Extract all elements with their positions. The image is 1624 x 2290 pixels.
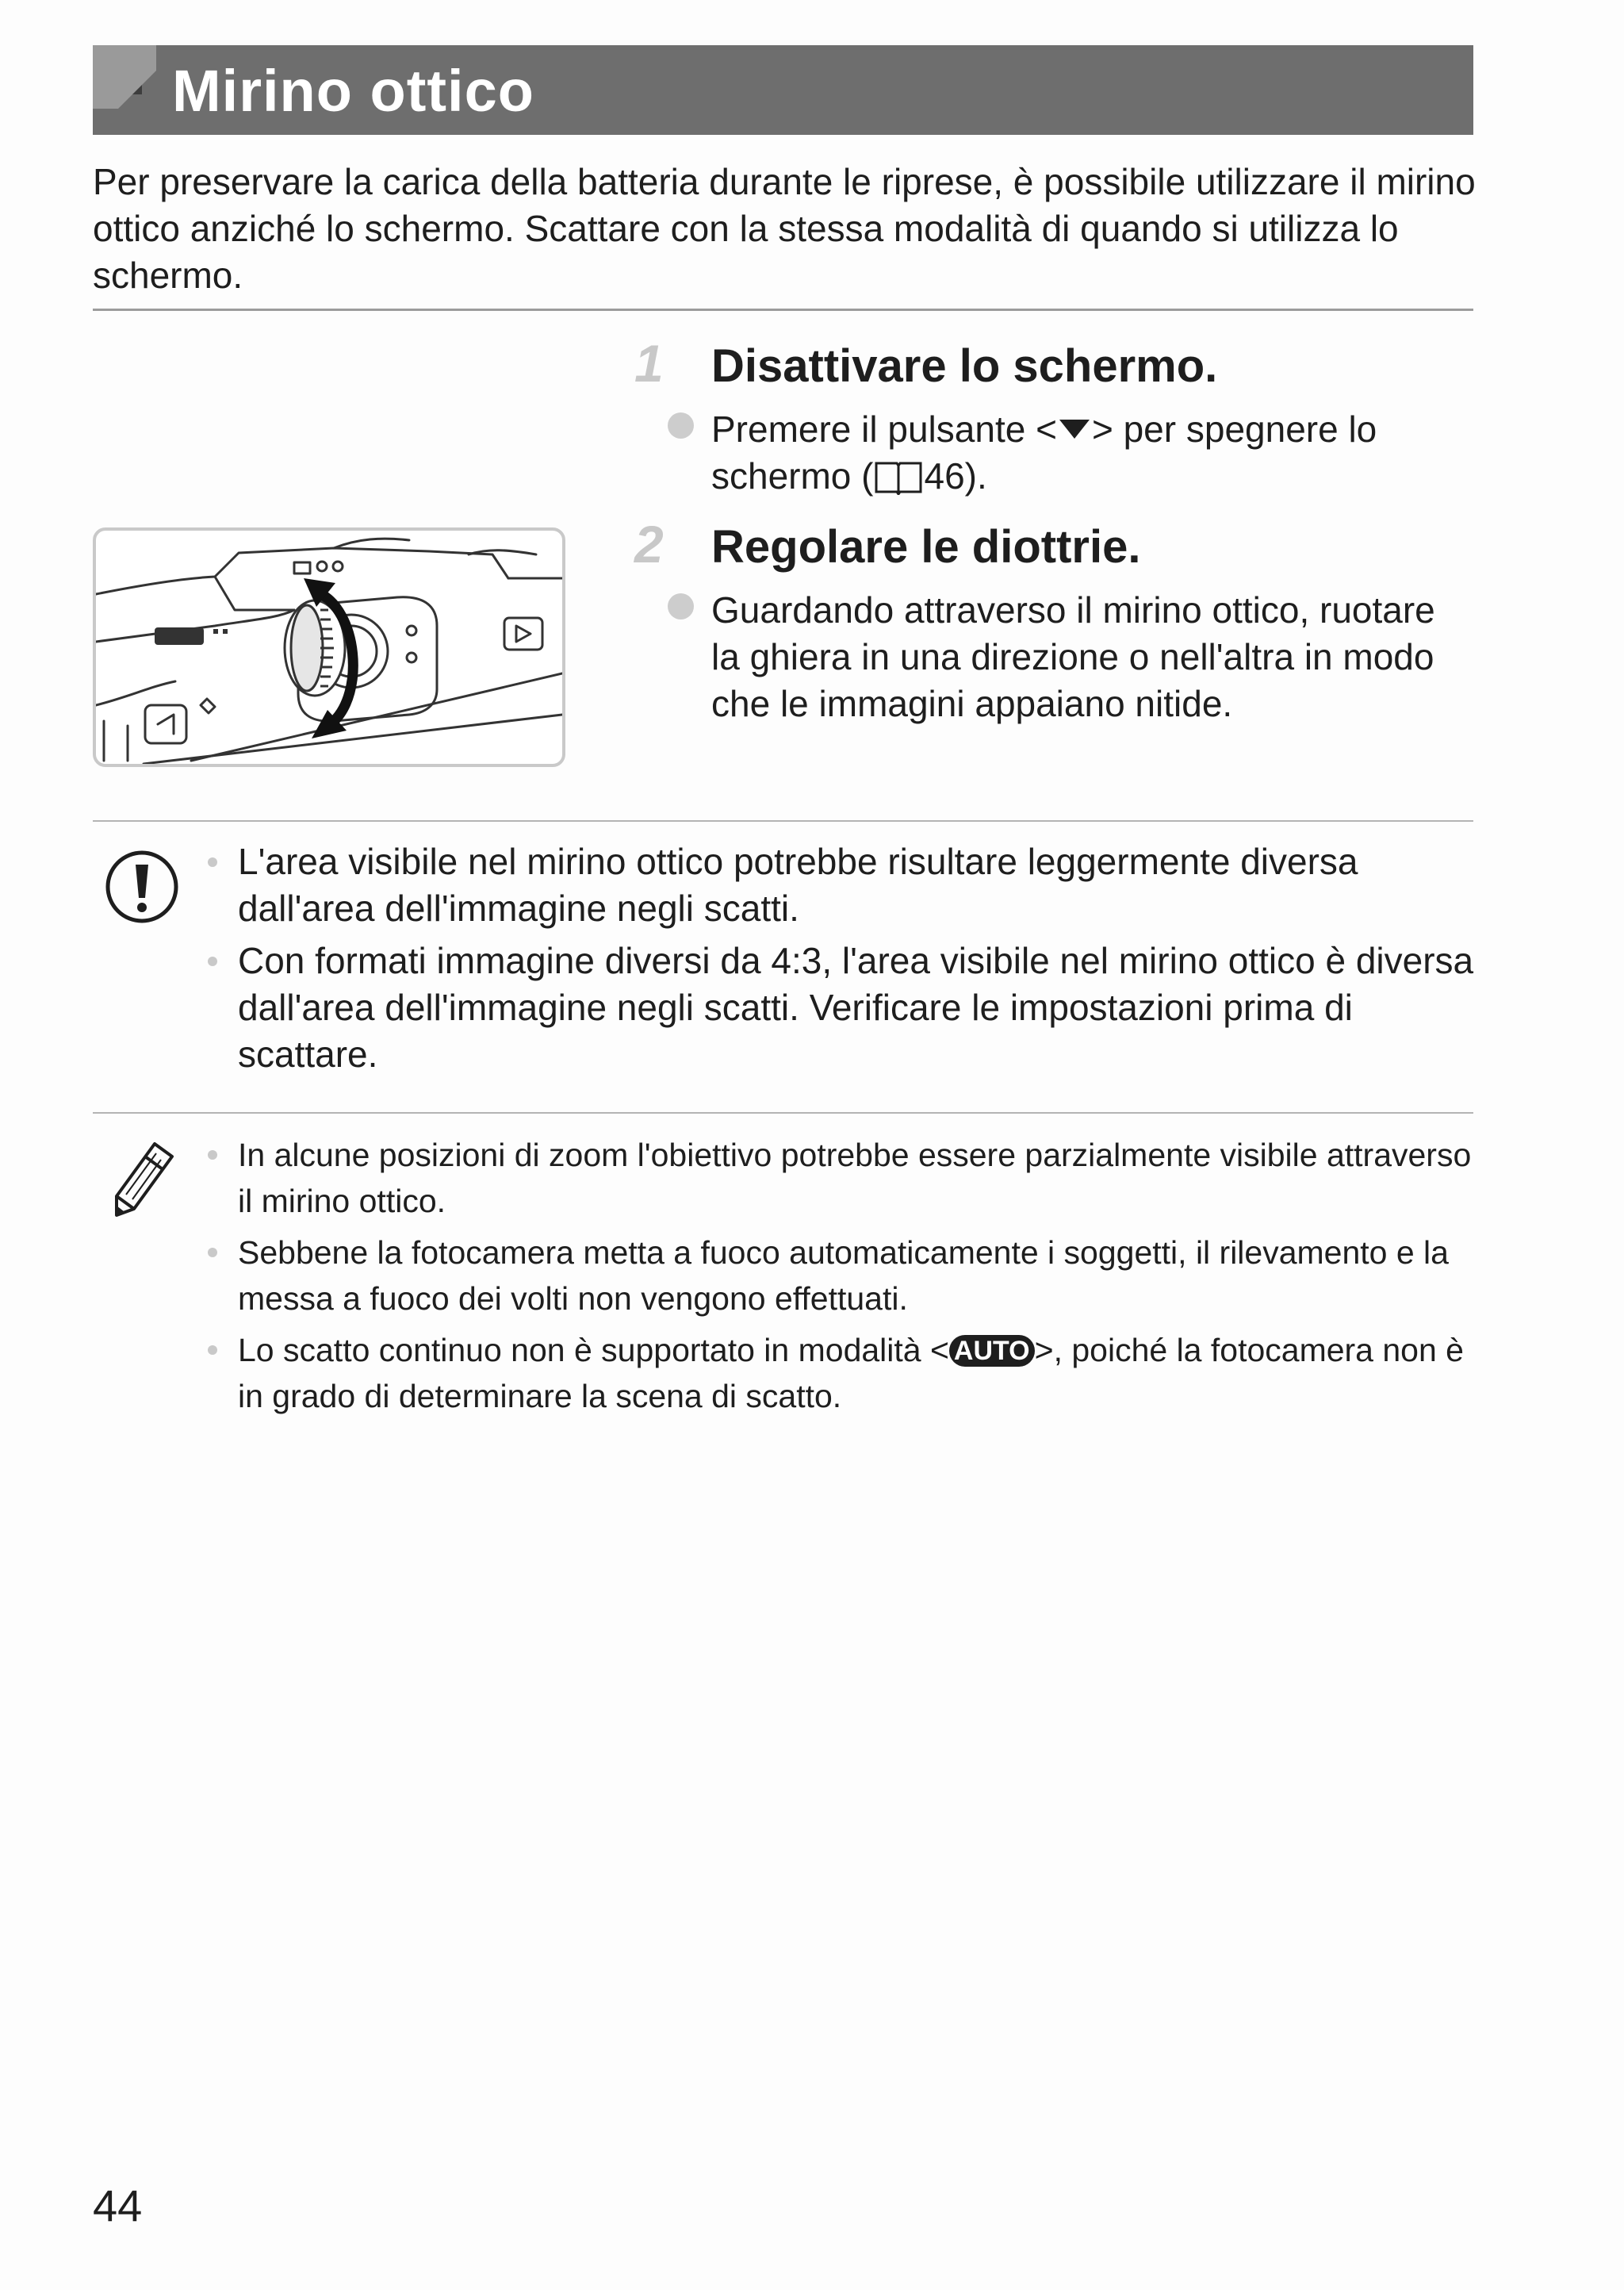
viewfinder-dial-illustration <box>93 527 565 767</box>
step-1-page-ref: 46 <box>924 455 965 497</box>
step-1-bullet <box>668 412 694 439</box>
caution-item: Con formati immagine diversi da 4:3, l'area visibile nel mirino ottico è diversa dall'area dell'immagine negli scatti. Verificare le impostazioni prima di scattare. <box>208 938 1492 1078</box>
step-1-text-after: > per spegnere lo schermo ( <box>711 409 1377 497</box>
page-number: 44 <box>93 2181 143 2231</box>
step-1-text-end: ). <box>964 455 987 497</box>
step-1-text <box>711 406 1473 500</box>
caution-divider <box>93 820 1473 822</box>
book-icon <box>873 458 924 495</box>
step-2-title: Regolare le diottrie. <box>711 521 1141 573</box>
intro-divider <box>93 309 1473 311</box>
pencil-icon <box>110 1139 177 1218</box>
intro-paragraph: Per preservare la carica della batteria durante le riprese, è possibile utilizzare il mirino ottico anziché lo schermo. Scattare con la stessa modalità di quando si utilizza lo schermo. <box>93 161 1476 296</box>
exclamation-circle-icon <box>104 849 180 925</box>
tip-item: Sebbene la fotocamera metta a fuoco automaticamente i soggetti, il rilevamento e la messa a fuoco dei volti non vengono effettuati. <box>208 1229 1492 1321</box>
page-title: Mirino ottico <box>172 58 534 124</box>
step-1-text-before: Premere il pulsante < <box>711 409 1057 450</box>
tip-item <box>208 1327 1492 1419</box>
tip-3-text-after: >, poiché la fotocamera non è in grado di determinare la scena di scatto. <box>238 1332 1464 1414</box>
step-1-number: 1 <box>634 334 664 393</box>
tip-item: In alcune posizioni di zoom l'obiettivo potrebbe essere parzialmente visibile attraverso il mirino ottico. <box>208 1132 1492 1224</box>
camera-top-drawing <box>96 531 562 764</box>
step-1-title: Disattivare lo schermo. <box>711 340 1218 392</box>
down-triangle-icon <box>1059 420 1090 439</box>
caution-list <box>208 838 1492 1084</box>
tips-list <box>208 1132 1492 1425</box>
caution-item: L'area visibile nel mirino ottico potrebbe risultare leggermente diversa dall'area dell'immagine negli scatti. <box>208 838 1492 932</box>
step-2-bullet <box>668 593 694 619</box>
tip-3-text-before: Lo scatto continuo non è supportato in modalità < <box>238 1332 949 1368</box>
tips-divider <box>93 1112 1473 1114</box>
step-2-text: Guardando attraverso il mirino ottico, ruotare la ghiera in una direzione o nell'altra in modo che le immagini appaiano nitide. <box>711 589 1435 724</box>
step-2-number: 2 <box>634 515 664 573</box>
auto-mode-icon: AUTO <box>949 1335 1035 1367</box>
